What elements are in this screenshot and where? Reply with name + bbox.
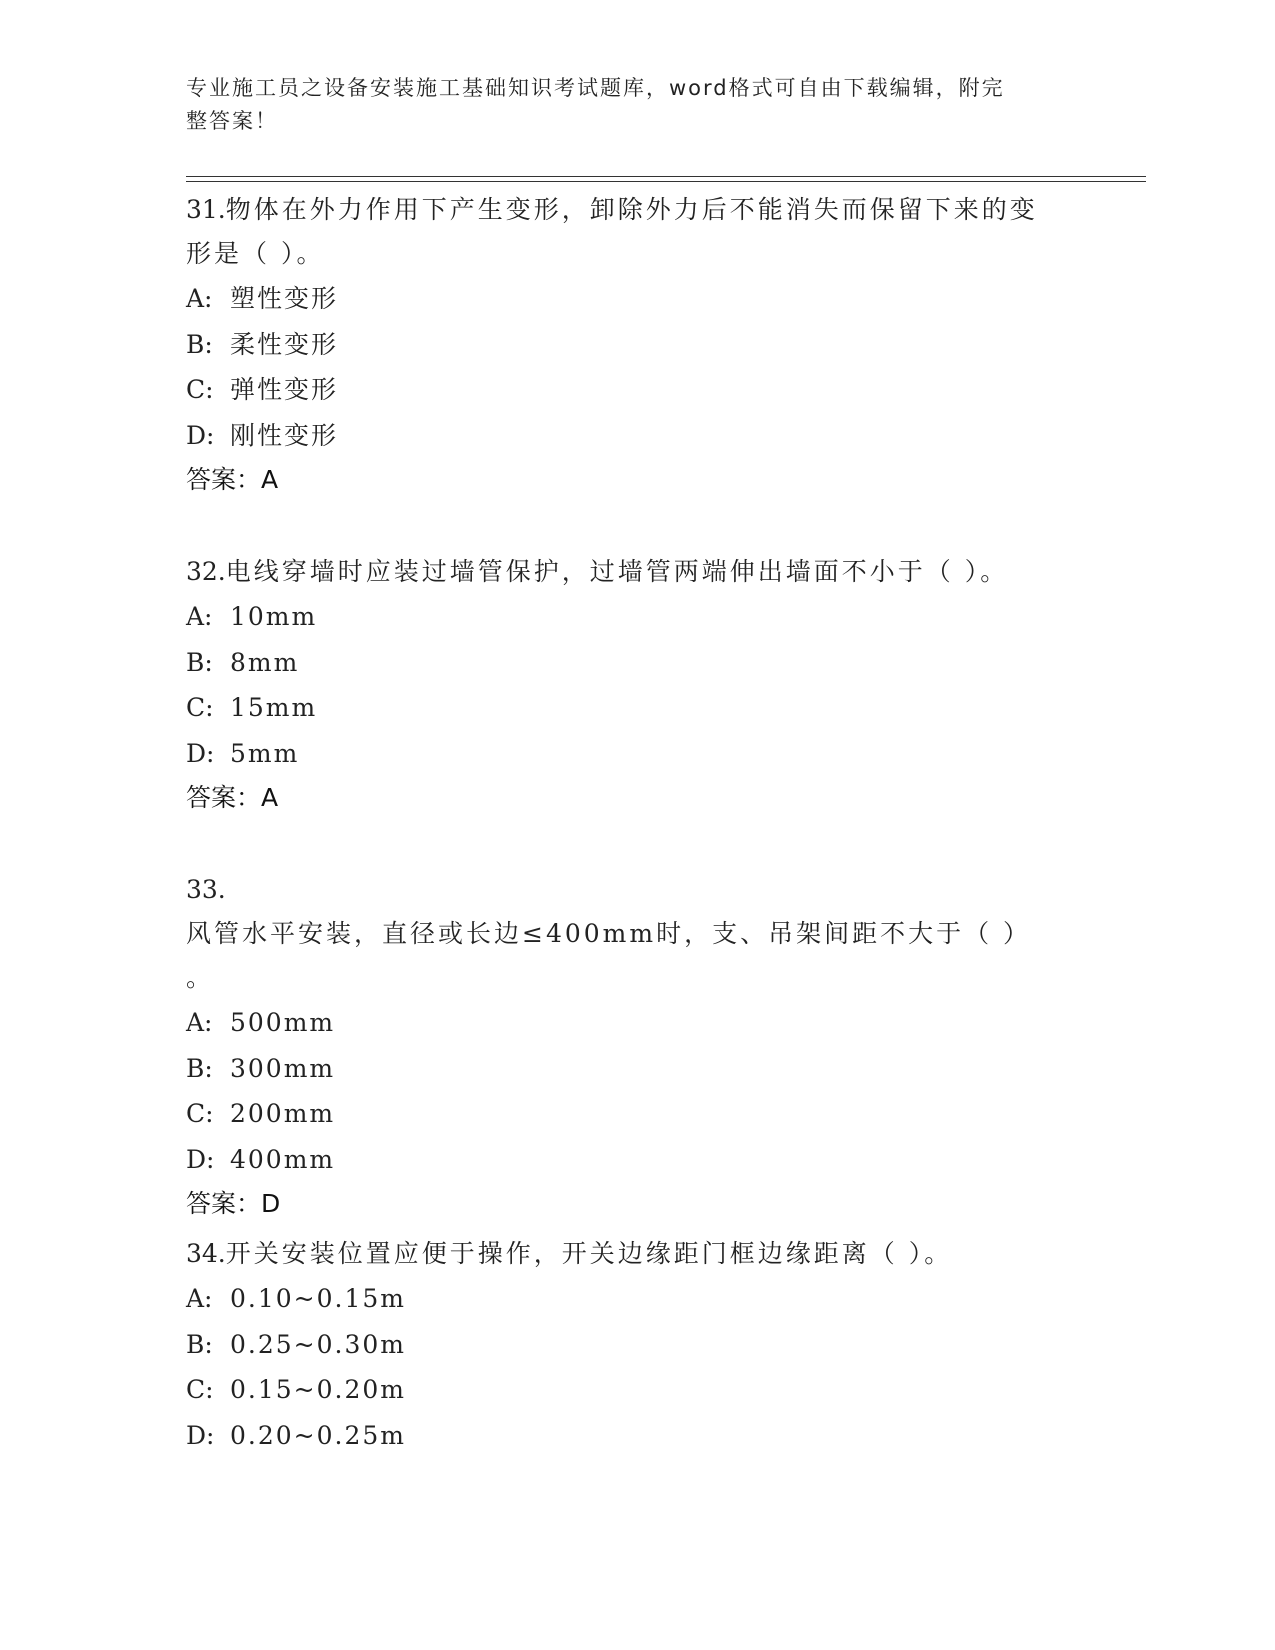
option-text: 0.15~0.20m bbox=[230, 1375, 406, 1404]
option-key: D: bbox=[186, 1420, 215, 1450]
option-a bbox=[186, 276, 1066, 322]
answer-line: 答案：A bbox=[186, 465, 279, 494]
option-text: 塑性变形 bbox=[230, 284, 339, 313]
option-text: 200mm bbox=[230, 1099, 336, 1128]
option-text: 300mm bbox=[230, 1053, 336, 1083]
option-text: 0.25~0.30m bbox=[230, 1329, 406, 1359]
option-text: 柔性变形 bbox=[230, 329, 339, 359]
option-key: A: bbox=[186, 284, 213, 313]
option-key: A: bbox=[186, 602, 213, 631]
question-31 bbox=[186, 188, 1066, 502]
question-stem bbox=[186, 550, 1066, 594]
header-divider-bottom bbox=[186, 181, 1146, 182]
header-line-1: 专业施工员之设备安装施工基础知识考试题库，word格式可自由下载编辑，附完 bbox=[186, 76, 1005, 100]
option-text: 0.10~0.15m bbox=[230, 1284, 406, 1313]
option-text: 10mm bbox=[230, 602, 318, 631]
option-text: 0.20~0.25m bbox=[230, 1420, 406, 1450]
option-key: C: bbox=[186, 693, 214, 722]
option-b bbox=[186, 1046, 1066, 1092]
question-stem bbox=[186, 868, 1066, 956]
question-number: 31. bbox=[186, 195, 226, 224]
option-c bbox=[186, 1367, 1066, 1413]
option-b bbox=[186, 322, 1066, 368]
option-key: D: bbox=[186, 738, 215, 768]
question-stem bbox=[186, 1232, 1066, 1276]
option-key: C: bbox=[186, 375, 214, 404]
option-key: B: bbox=[186, 329, 213, 359]
question-stem-line-2: 形是（ ）。 bbox=[186, 239, 325, 268]
question-number: 34. bbox=[186, 1239, 226, 1268]
option-key: A: bbox=[186, 1284, 213, 1313]
option-text: 400mm bbox=[230, 1144, 336, 1174]
question-stem-line-1: 物体在外力作用下产生变形，卸除外力后不能消失而保留下来的变 bbox=[225, 195, 1038, 224]
answer-line: 答案：D bbox=[186, 1189, 281, 1218]
question-number: 32. bbox=[186, 557, 226, 586]
option-key: C: bbox=[186, 1099, 214, 1128]
option-key: D: bbox=[186, 420, 215, 450]
option-b bbox=[186, 640, 1066, 686]
option-d bbox=[186, 731, 1066, 777]
question-stem bbox=[186, 188, 1066, 232]
question-33 bbox=[186, 868, 1066, 1226]
option-c bbox=[186, 685, 1066, 731]
question-stem-line-1: 开关安装位置应便于操作，开关边缘距门框边缘距离（ ）。 bbox=[225, 1239, 953, 1268]
option-text: 5mm bbox=[230, 738, 300, 768]
question-number: 33. bbox=[186, 875, 226, 904]
option-text: 8mm bbox=[230, 647, 300, 677]
option-b bbox=[186, 1322, 1066, 1368]
question-stem-line-1: 电线穿墙时应装过墙管保护，过墙管两端伸出墙面不小于（ ）。 bbox=[225, 557, 1009, 586]
option-d bbox=[186, 413, 1066, 459]
question-stem-line-1: 风管水平安装，直径或长边≤400mm时，支、吊架间距不大于（ ） bbox=[186, 919, 1032, 948]
option-key: D: bbox=[186, 1144, 215, 1174]
option-text: 弹性变形 bbox=[230, 375, 339, 404]
answer-line: 答案：A bbox=[186, 783, 279, 812]
header-divider-top bbox=[186, 176, 1146, 177]
option-text: 15mm bbox=[230, 693, 318, 722]
option-key: A: bbox=[186, 1008, 213, 1037]
option-d bbox=[186, 1137, 1066, 1183]
question-32 bbox=[186, 550, 1066, 820]
document-header bbox=[186, 72, 1066, 138]
question-stem-line-2: 。 bbox=[186, 963, 215, 992]
header-line-2: 整答案！ bbox=[186, 109, 278, 133]
option-a bbox=[186, 1276, 1066, 1322]
option-c bbox=[186, 367, 1066, 413]
option-d bbox=[186, 1413, 1066, 1459]
option-text: 500mm bbox=[230, 1008, 336, 1037]
option-key: C: bbox=[186, 1375, 214, 1404]
option-c bbox=[186, 1091, 1066, 1137]
question-34 bbox=[186, 1232, 1066, 1458]
option-a bbox=[186, 594, 1066, 640]
option-key: B: bbox=[186, 647, 213, 677]
option-key: B: bbox=[186, 1329, 213, 1359]
option-a bbox=[186, 1000, 1066, 1046]
option-key: B: bbox=[186, 1053, 213, 1083]
option-text: 刚性变形 bbox=[230, 420, 339, 450]
